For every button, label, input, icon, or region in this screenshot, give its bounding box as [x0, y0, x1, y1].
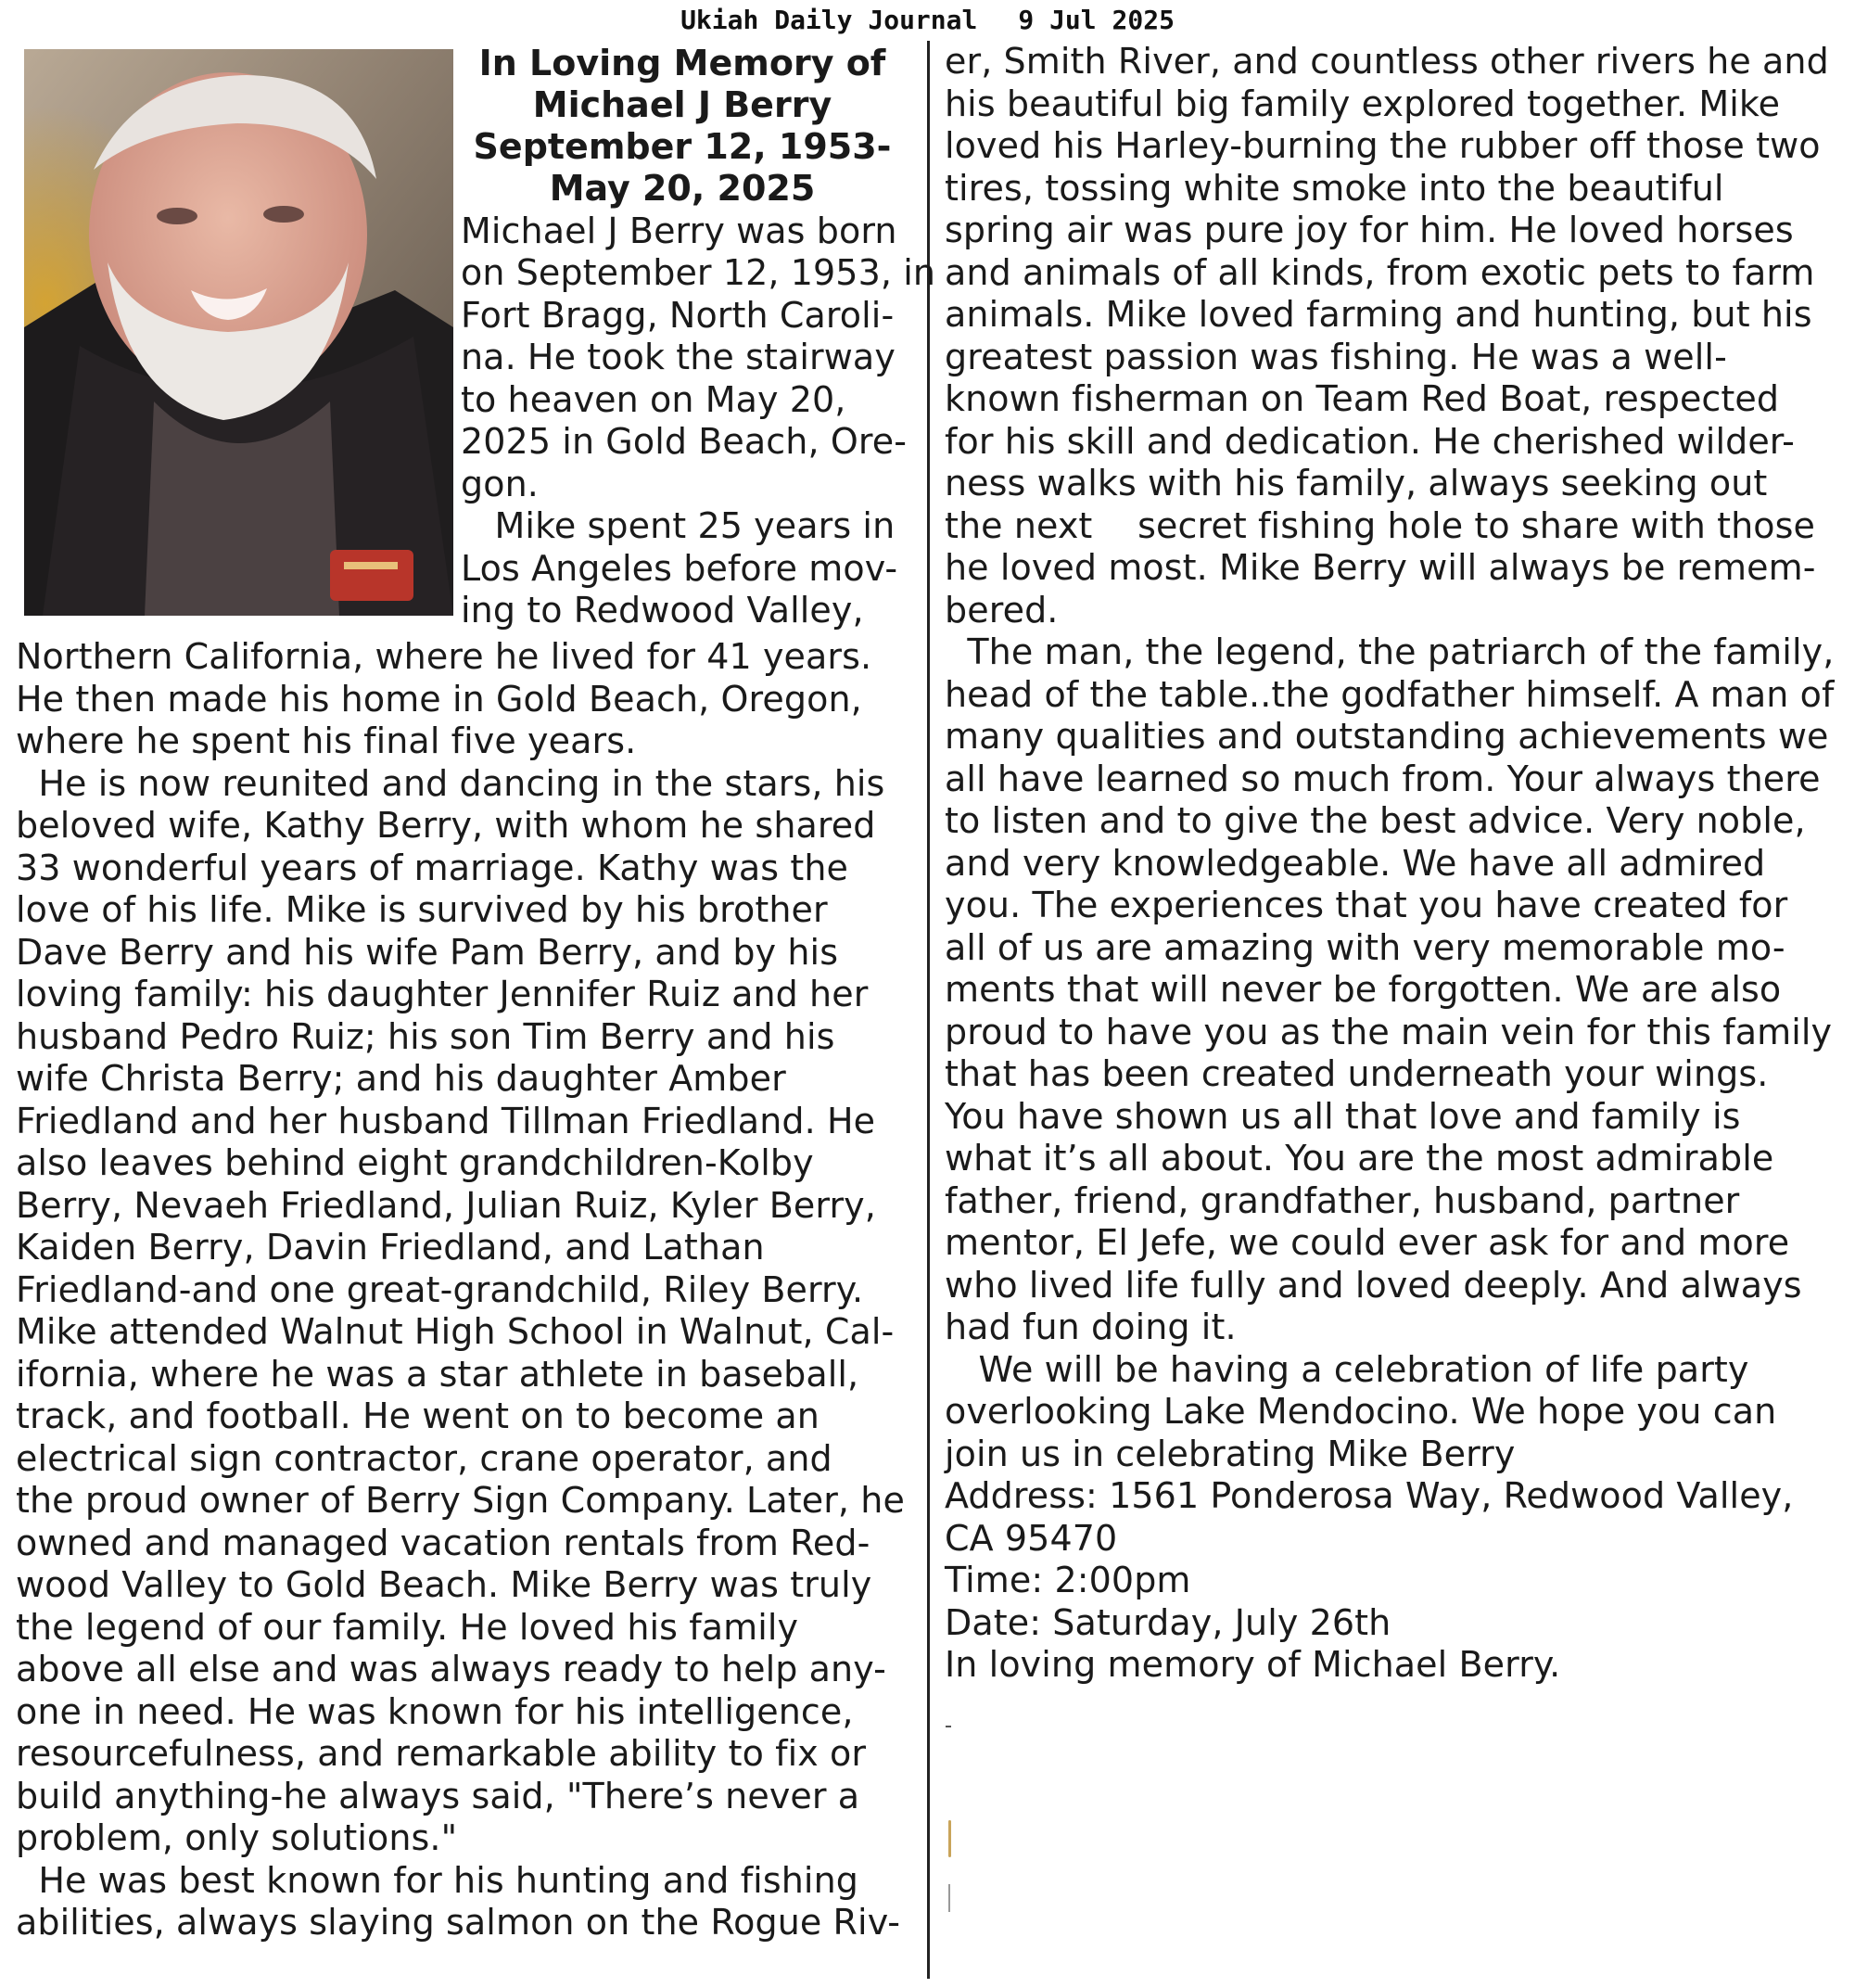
- body-line: abilities, always slaying salmon on the Rogue Riv-: [16, 1902, 901, 1943]
- headline-line-2: Michael J Berry: [532, 84, 832, 125]
- scan-mark: [948, 1884, 950, 1912]
- body-line: gon.: [461, 464, 539, 504]
- body-line: also leaves behind eight grandchildren-Kolby: [16, 1142, 814, 1183]
- body-line: beloved wife, Kathy Berry, with whom he shared: [16, 805, 876, 846]
- body-line: father, friend, grandfather, husband, partner: [945, 1180, 1740, 1221]
- body-line: Northern California, where he lived for 41 years.: [16, 636, 872, 677]
- body-line: ing to Redwood Valley,: [461, 590, 864, 631]
- portrait-photo-icon: [24, 49, 453, 616]
- event-date: Date: Saturday, July 26th: [945, 1602, 1391, 1643]
- body-line: one in need. He was known for his intelligence,: [16, 1691, 854, 1732]
- body-line: to heaven on May 20,: [461, 379, 846, 420]
- body-line: tires, tossing white smoke into the beautiful: [945, 168, 1724, 209]
- closing-line: In loving memory of Michael Berry.: [945, 1644, 1561, 1685]
- body-line: greatest passion was fishing. He was a well-: [945, 337, 1727, 377]
- body-line: he loved most. Mike Berry will always be remem-: [945, 547, 1816, 588]
- body-line: Michael J Berry was born: [461, 210, 897, 251]
- body-line: wife Christa Berry; and his daughter Amber: [16, 1058, 786, 1099]
- body-line: husband Pedro Ruiz; his son Tim Berry and his: [16, 1016, 835, 1057]
- event-address-line: Address: 1561 Ponderosa Way, Redwood Valley,: [945, 1475, 1794, 1516]
- body-line: many qualities and outstanding achievements we: [945, 716, 1829, 757]
- body-line: where he spent his final five years.: [16, 720, 637, 761]
- body-line: mentor, El Jefe, we could ever ask for and more: [945, 1222, 1790, 1263]
- scan-mark: [948, 1820, 951, 1857]
- body-line: had fun doing it.: [945, 1306, 1237, 1347]
- body-line: Los Angeles before mov-: [461, 548, 898, 589]
- body-line: join us in celebrating Mike Berry: [945, 1434, 1516, 1474]
- body-line: ments that will never be forgotten. We are also: [945, 969, 1782, 1010]
- headline-line-4: May 20, 2025: [549, 168, 816, 209]
- body-line: na. He took the stairway: [461, 337, 896, 377]
- body-line: You have shown us all that love and family is: [945, 1096, 1741, 1137]
- body-line: love of his life. Mike is survived by his brother: [16, 889, 828, 930]
- body-line: We will be having a celebration of life party: [945, 1349, 1749, 1390]
- body-line: problem, only solutions.": [16, 1817, 458, 1858]
- body-line: He then made his home in Gold Beach, Oregon,: [16, 679, 862, 720]
- body-line: proud to have you as the main vein for this family: [945, 1012, 1833, 1052]
- body-line: that has been created underneath your wings.: [945, 1053, 1769, 1094]
- body-line: Friedland-and one great-grandchild, Riley Berry.: [16, 1269, 864, 1310]
- body-line: all of us are amazing with very memorable mo-: [945, 927, 1785, 968]
- body-line: Mike spent 25 years in: [461, 505, 896, 546]
- body-line: He is now reunited and dancing in the stars, his: [16, 763, 885, 804]
- body-line: loving family: his daughter Jennifer Ruiz and her: [16, 974, 869, 1014]
- body-line: er, Smith River, and countless other rivers he and: [945, 41, 1829, 82]
- body-line: Dave Berry and his wife Pam Berry, and by his: [16, 932, 839, 973]
- headline-line-3: September 12, 1953-: [473, 126, 892, 167]
- body-line: his beautiful big family explored together. Mike: [945, 83, 1781, 124]
- body-line: ness walks with his family, always seeking out: [945, 463, 1768, 503]
- column-divider: [927, 41, 930, 1979]
- body-line: animals. Mike loved farming and hunting, but his: [945, 294, 1812, 335]
- body-line: electrical sign contractor, crane operator, and: [16, 1438, 832, 1479]
- body-line: Berry, Nevaeh Friedland, Julian Ruiz, Kyler Berry,: [16, 1185, 876, 1226]
- body-line: and very knowledgeable. We have all admired: [945, 843, 1766, 884]
- body-line: owned and managed vacation rentals from Red-: [16, 1523, 870, 1563]
- body-line: build anything-he always said, "There’s never a: [16, 1776, 860, 1816]
- body-line: 2025 in Gold Beach, Ore-: [461, 421, 908, 462]
- body-line: on September 12, 1953, in: [461, 252, 936, 293]
- body-line: 33 wonderful years of marriage. Kathy was the: [16, 847, 849, 888]
- headline-line-1: In Loving Memory of: [478, 43, 886, 83]
- body-line: track, and football. He went on to become an: [16, 1395, 820, 1436]
- body-line: the proud owner of Berry Sign Company. Later, he: [16, 1480, 905, 1521]
- body-line: all have learned so much from. Your always there: [945, 758, 1821, 799]
- body-line: He was best known for his hunting and fishing: [16, 1860, 858, 1901]
- body-line: bered.: [945, 590, 1059, 631]
- body-line: to listen and to give the best advice. Very noble,: [945, 800, 1806, 841]
- publication-date: 9 Jul 2025: [1018, 5, 1175, 35]
- body-line: above all else and was always ready to help any-: [16, 1649, 886, 1689]
- body-line: Fort Bragg, North Caroli-: [461, 295, 895, 336]
- body-line: and animals of all kinds, from exotic pets to farm: [945, 252, 1815, 293]
- body-line: loved his Harley-burning the rubber off those two: [945, 125, 1821, 166]
- body-line: the legend of our family. He loved his family: [16, 1607, 799, 1648]
- body-line: for his skill and dedication. He cherished wilder-: [945, 421, 1795, 462]
- body-line: Friedland and her husband Tillman Friedland. He: [16, 1101, 876, 1141]
- body-line: the next secret fishing hole to share with those: [945, 505, 1816, 546]
- body-line: you. The experiences that you have created for: [945, 885, 1788, 925]
- body-line: spring air was pure joy for him. He loved horses: [945, 210, 1794, 250]
- event-time: Time: 2:00pm: [945, 1560, 1191, 1600]
- body-line: wood Valley to Gold Beach. Mike Berry was truly: [16, 1564, 872, 1605]
- body-line: who lived life fully and loved deeply. And always: [945, 1265, 1802, 1306]
- event-address-zip: CA 95470: [945, 1518, 1118, 1559]
- body-line: head of the table..the godfather himself. A man of: [945, 674, 1835, 715]
- body-line: Mike attended Walnut High School in Walnut, Cal-: [16, 1311, 895, 1352]
- body-line: The man, the legend, the patriarch of the family,: [945, 631, 1835, 672]
- body-line: resourcefulness, and remarkable ability to fix or: [16, 1733, 867, 1774]
- body-line: overlooking Lake Mendocino. We hope you can: [945, 1391, 1777, 1432]
- body-line: ifornia, where he was a star athlete in baseball,: [16, 1354, 859, 1395]
- body-line: known fisherman on Team Red Boat, respected: [945, 378, 1780, 419]
- scan-mark: [946, 1726, 951, 1727]
- publication-name: Ukiah Daily Journal: [680, 5, 978, 35]
- body-line: Kaiden Berry, Davin Friedland, and Lathan: [16, 1227, 765, 1268]
- masthead: [0, 2, 1855, 39]
- body-line: what it’s all about. You are the most admirable: [945, 1138, 1774, 1179]
